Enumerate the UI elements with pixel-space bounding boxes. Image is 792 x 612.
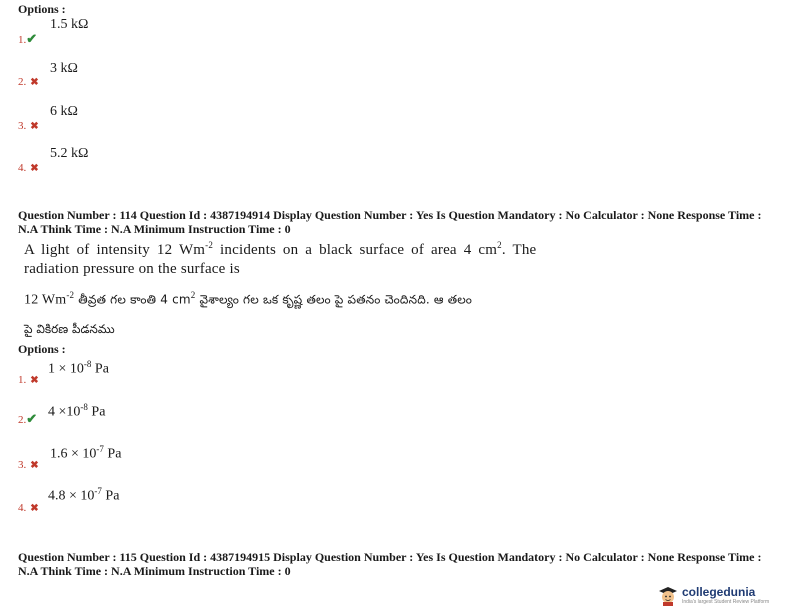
option-number: 1. ✖	[18, 374, 39, 386]
option-number: 2.✔	[18, 411, 38, 426]
check-icon: ✔	[26, 31, 38, 46]
option-value: 3 kΩ	[50, 61, 78, 76]
option-number: 3. ✖	[18, 120, 39, 132]
cross-icon: ✖	[30, 163, 39, 174]
question-meta: Question Number : 114 Question Id : 4387194914 Display Question Number : Yes Is Question Mandatory : No Calculator : None Response Time :	[18, 208, 762, 222]
options-label: Options :	[18, 2, 66, 16]
question-text-english: radiation pressure on the surface is	[24, 261, 240, 277]
option-value: 5.2 kΩ	[50, 146, 89, 161]
cross-icon: ✖	[30, 77, 39, 88]
cross-icon: ✖	[30, 503, 39, 514]
cross-icon: ✖	[30, 460, 39, 471]
option-number: 4. ✖	[18, 502, 39, 514]
graduate-mascot-icon	[657, 584, 679, 606]
option-number: 1.✔	[18, 31, 38, 46]
option-number: 2. ✖	[18, 76, 39, 88]
option-number: 4. ✖	[18, 162, 39, 174]
option-value: $4.8 \times 10^{-7}$ Pa	[48, 486, 120, 504]
option-value: 6 kΩ	[50, 104, 78, 119]
option-value: $1.6 \times 10^{-7}$ Pa	[50, 444, 122, 462]
option-value: 1.5 kΩ	[50, 17, 89, 32]
cross-icon: ✖	[30, 121, 39, 132]
collegedunia-logo: collegedunia India's largest Student Review Platform	[657, 584, 769, 606]
question-text-telugu: 12 $Wm^{-2}$ తీవ్రత గల కాంతి 4 $cm^2$ వైశాల్యం గల ఒక కృష్ణ తలం పై పతనం చెందినది. ఆ తలం	[24, 290, 473, 308]
option-value: $4 \times 10^{-8}$ Pa	[48, 402, 106, 420]
question-meta: Question Number : 115 Question Id : 4387194915 Display Question Number : Yes Is Question Mandatory : No Calculator : None Response Time :	[18, 550, 762, 564]
question-meta: N.A Think Time : N.A Minimum Instruction Time : 0	[18, 564, 291, 578]
option-value: $1 \times 10^{-8}$ Pa	[48, 359, 109, 377]
options-label: Options :	[18, 342, 66, 356]
question-text-english: A light of intensity 12 $Wm^{-2}$ incidents on a black surface of area 4 $cm^2$. The	[24, 240, 537, 258]
question-meta: N.A Think Time : N.A Minimum Instruction Time : 0	[18, 222, 291, 236]
option-number: 3. ✖	[18, 459, 39, 471]
check-icon: ✔	[26, 411, 38, 426]
cross-icon: ✖	[30, 375, 39, 386]
question-text-telugu: పై వికిరణ పీడనము	[24, 322, 115, 336]
